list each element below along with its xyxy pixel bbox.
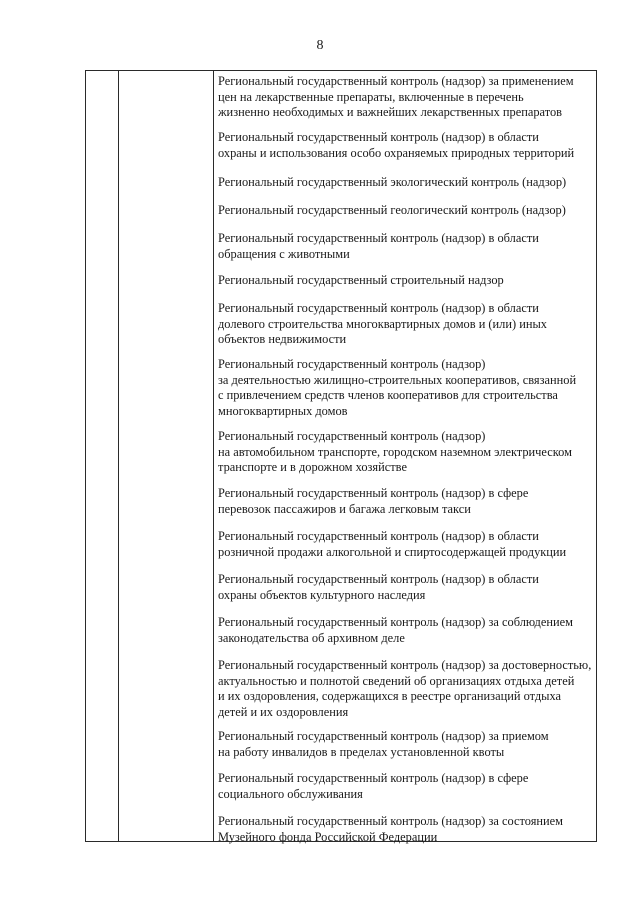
table-entry bbox=[218, 175, 594, 191]
entry-text-line: за деятельностью жилищно-строительных кооперативов, связанной bbox=[218, 372, 577, 387]
entry-text-line: объектов недвижимости bbox=[218, 332, 347, 346]
table-entry bbox=[218, 357, 594, 419]
entry-text-line: на автомобильном транспорте, городском наземном электрическом bbox=[218, 444, 572, 459]
entry-text-line: многоквартирных домов bbox=[218, 403, 348, 418]
entry-text-line: Региональный государственный строительный надзор bbox=[218, 273, 504, 287]
entry-text-line: Региональный государственный контроль (надзор) в области bbox=[218, 231, 539, 245]
table-entry bbox=[218, 814, 594, 845]
table-entry bbox=[218, 771, 594, 802]
entry-text-line: Региональный государственный контроль (надзор) за состоянием bbox=[218, 814, 564, 828]
entry-text-line: социального обслуживания bbox=[218, 786, 363, 801]
entry-text-line: детей и их оздоровления bbox=[218, 704, 349, 719]
table-entry bbox=[218, 301, 594, 348]
entry-text-line: Региональный государственный контроль (надзор) за достоверностью, bbox=[218, 658, 592, 672]
entry-text-line: Региональный государственный контроль (надзор) за соблюдением bbox=[218, 615, 573, 629]
column-divider-1 bbox=[118, 71, 119, 841]
entry-text-line: Региональный государственный контроль (надзор) в области bbox=[218, 529, 539, 543]
entry-text-line: Региональный государственный контроль (надзор) в сфере bbox=[218, 486, 529, 500]
entry-text-line: охраны объектов культурного наследия bbox=[218, 587, 426, 602]
supervision-table bbox=[85, 70, 597, 842]
entry-text-line: охраны и использования особо охраняемых природных территорий bbox=[218, 145, 575, 160]
table-entry bbox=[218, 429, 594, 476]
entry-text-line: транспорте и в дорожном хозяйстве bbox=[218, 460, 407, 474]
page-number: 8 bbox=[316, 38, 324, 53]
table-entry bbox=[218, 615, 594, 646]
table-entry bbox=[218, 74, 594, 121]
table-entry bbox=[218, 231, 594, 262]
entry-text-line: Региональный государственный контроль (надзор) в сфере bbox=[218, 771, 529, 785]
table-entry bbox=[218, 130, 594, 161]
table-entry bbox=[218, 203, 594, 219]
entry-text-line: Региональный государственный контроль (надзор) bbox=[218, 429, 486, 443]
entry-text-line: перевозок пассажиров и багажа легковым такси bbox=[218, 501, 471, 516]
entry-text-line: Региональный государственный экологический контроль (надзор) bbox=[218, 175, 567, 189]
entry-text-line: Региональный государственный контроль (надзор) за применением bbox=[218, 74, 574, 88]
table-entry bbox=[218, 529, 594, 560]
table-entry bbox=[218, 273, 594, 289]
entry-text-line: на работу инвалидов в пределах установленной квоты bbox=[218, 744, 505, 759]
entry-text-line: Региональный государственный геологический контроль (надзор) bbox=[218, 203, 566, 217]
table-entry bbox=[218, 729, 594, 760]
entry-text-line: актуальностью и полнотой сведений об организациях отдыха детей bbox=[218, 673, 575, 688]
table-entry bbox=[218, 572, 594, 603]
entry-text-line: Музейного фонда Российской Федерации bbox=[218, 829, 438, 844]
entry-text-line: Региональный государственный контроль (надзор) в области bbox=[218, 130, 539, 144]
entry-text-line: с привлечением средств членов кооперативов для строительства bbox=[218, 388, 558, 402]
entry-text-line: обращения с животными bbox=[218, 246, 350, 261]
entry-text-line: законодательства об архивном деле bbox=[218, 630, 405, 645]
entry-text-line: Региональный государственный контроль (надзор) за приемом bbox=[218, 729, 549, 743]
entry-text-line: Региональный государственный контроль (надзор) в области bbox=[218, 572, 539, 586]
column-divider-2 bbox=[213, 71, 214, 841]
table-entry bbox=[218, 486, 594, 517]
table-entry bbox=[218, 658, 594, 720]
entry-text-line: долевого строительства многоквартирных домов и (или) иных bbox=[218, 316, 547, 331]
entry-text-line: цен на лекарственные препараты, включенные в перечень bbox=[218, 89, 524, 104]
entry-text-line: розничной продажи алкогольной и спиртосодержащей продукции bbox=[218, 544, 567, 559]
entry-text-line: и их оздоровления, содержащихся в реестре организаций отдыха bbox=[218, 689, 562, 703]
entry-text-line: жизненно необходимых и важнейших лекарственных препаратов bbox=[218, 105, 562, 119]
entry-text-line: Региональный государственный контроль (надзор) в области bbox=[218, 301, 539, 315]
entry-text-line: Региональный государственный контроль (надзор) bbox=[218, 357, 486, 371]
